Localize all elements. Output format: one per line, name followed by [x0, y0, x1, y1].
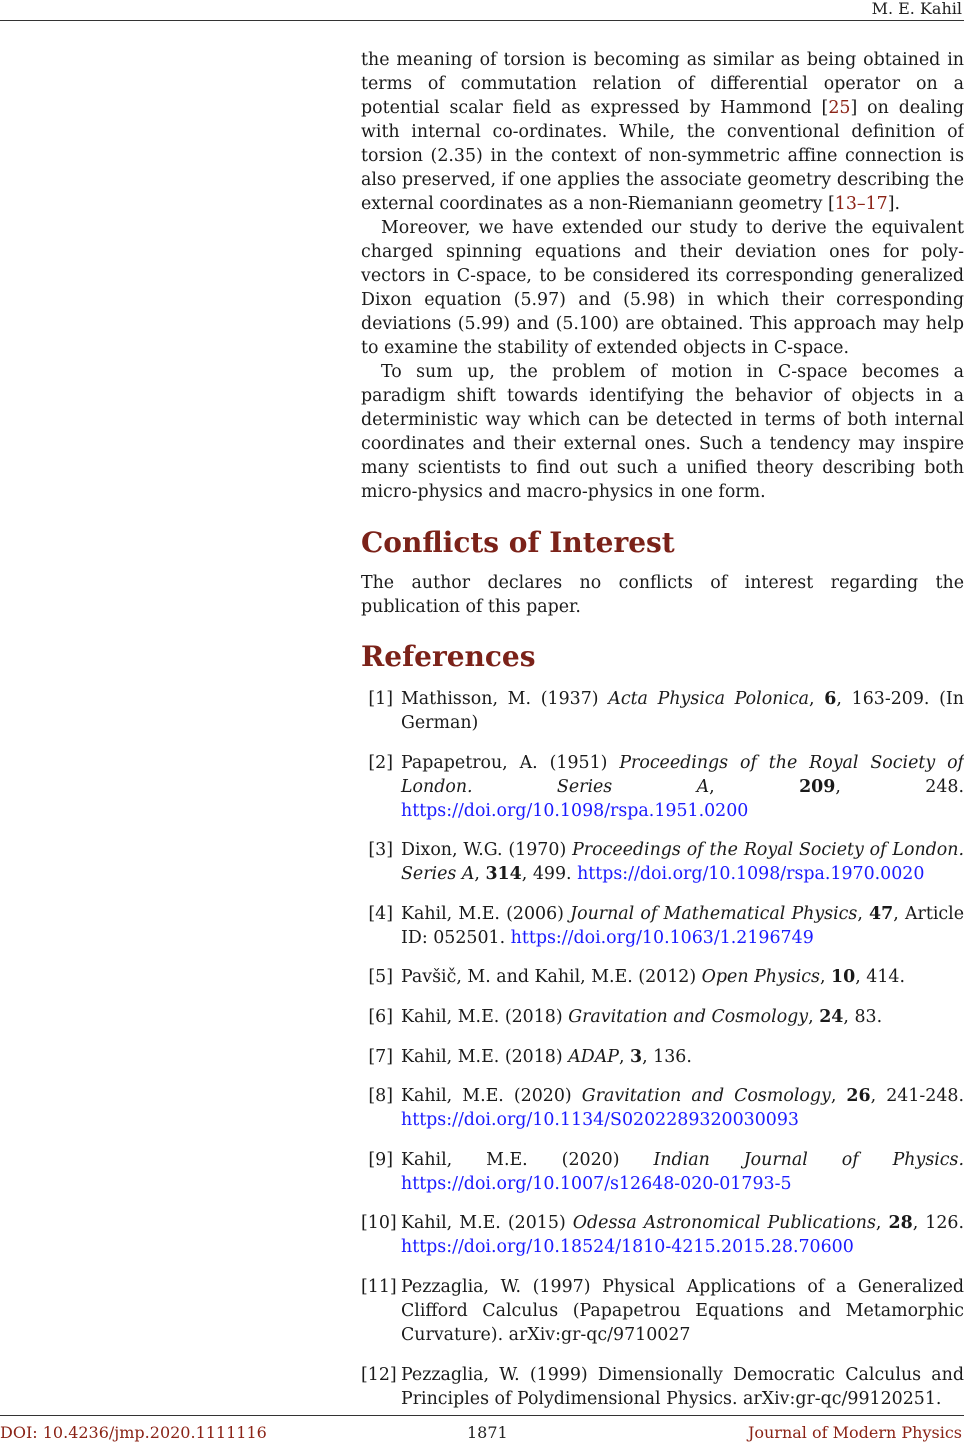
reference-text	[401, 1045, 964, 1069]
citation-link[interactable]: 13–17	[834, 194, 888, 214]
reference-volume: 24	[819, 1006, 844, 1027]
reference-text	[401, 751, 964, 823]
paragraph-sum-up: To sum up, the problem of motion in C-space becomes a paradigm shift towards identifying the behavior of objects in a deterministic way which can be detected in terms of both internal coordinates and their external ones. Such a tendency may inspire many scientists to find out such a unified theory describing both micro-physics and macro-physics in one form.	[361, 362, 964, 502]
reference-text	[401, 1275, 964, 1347]
reference-journal: ADAP	[568, 1046, 619, 1067]
reference-text-part: Kahil, M.E. (2018)	[401, 1006, 569, 1027]
reference-doi-link[interactable]: https://doi.org/10.1134/S0202289320030093	[401, 1110, 799, 1131]
reference-number: [11]	[361, 1276, 397, 1297]
reference-volume: 10	[831, 967, 856, 988]
reference-text-part: , Article ID: 052501.	[401, 903, 964, 948]
page-footer	[0, 1415, 964, 1446]
reference-journal: Proceedings of the Royal Society of London. Series A	[401, 840, 964, 885]
reference-text-part: Papapetrou, A. (1951)	[401, 752, 620, 773]
reference-journal: Proceedings of the Royal Society of London. Series A	[401, 752, 964, 797]
page-header	[0, 0, 964, 21]
reference-item	[361, 838, 964, 886]
reference-text-part: ,	[709, 776, 800, 797]
reference-volume: 3	[630, 1046, 643, 1067]
reference-item	[361, 1148, 964, 1196]
reference-number: [7]	[368, 1046, 393, 1067]
reference-doi-link[interactable]: https://doi.org/10.18524/1810-4215.2015.28.70600	[401, 1237, 854, 1258]
main-column	[361, 48, 964, 1426]
reference-number: [9]	[368, 1149, 393, 1170]
reference-item	[361, 1363, 964, 1411]
conflicts-text: The author declares no conflicts of interest regarding the publication of this paper.	[361, 573, 964, 617]
reference-text-part: , 248.	[835, 776, 964, 797]
reference-text-part: , 414.	[855, 967, 906, 988]
reference-journal: Acta Physica Polonica	[608, 689, 810, 709]
reference-number: [10]	[361, 1213, 397, 1234]
reference-text	[401, 902, 964, 950]
paragraph-extended-study: Moreover, we have extended our study to derive the equivalent charged spinning equations and their deviation ones for poly-vectors in C-space, to be considered its corresponding generalized Dixon equation (5.97) and (5.98) in which their corresponding deviations (5.99) and (5.100) are obtained. This approach may help to examine the stability of extended objects in C-space.	[361, 218, 964, 358]
reference-text-part: Pavšič, M. and Kahil, M.E. (2012)	[401, 967, 702, 988]
reference-text	[401, 1363, 964, 1411]
reference-text-part: , 126.	[912, 1213, 964, 1234]
running-head-author: M. E. Kahil	[871, 0, 962, 18]
reference-number: [2]	[368, 752, 393, 773]
reference-text-part: Pezzaglia, W. (1999) Dimensionally Democratic Calculus and Principles of Polydimensional Physics. arXiv:gr-qc/99120251.	[401, 1364, 964, 1409]
reference-item	[361, 1211, 964, 1259]
reference-text-part: ,	[857, 903, 870, 924]
reference-text-part: Pezzaglia, W. (1997) Physical Applications of a Generalized Clifford Calculus (Papapetrou Equations and Metamorphic Curvature). arXiv:gr-qc/9710027	[401, 1276, 964, 1345]
reference-volume: 26	[846, 1086, 871, 1107]
reference-text	[401, 1148, 964, 1196]
reference-item	[361, 1005, 964, 1029]
reference-text-part: Kahil, M.E. (2006)	[401, 903, 571, 924]
citation-link[interactable]: 25	[828, 98, 851, 118]
reference-journal: Gravitation and Cosmology	[568, 1006, 809, 1027]
reference-doi-link[interactable]: https://doi.org/10.1098/rspa.1970.0020	[577, 864, 925, 885]
reference-text-part: ,	[808, 1006, 820, 1027]
reference-number: [5]	[368, 967, 393, 988]
reference-text-part: Kahil, M.E. (2015)	[401, 1213, 573, 1234]
reference-text-part: , 136.	[642, 1046, 692, 1067]
reference-text-part: , 163-209. (In German)	[401, 689, 964, 733]
reference-text-part: Dixon, W.G. (1970)	[401, 840, 573, 861]
reference-journal: Open Physics	[701, 967, 820, 988]
reference-text-part: , 499.	[521, 864, 578, 885]
reference-text	[401, 1005, 964, 1029]
reference-item	[361, 687, 964, 735]
reference-text	[401, 687, 964, 735]
reference-text-part: , 241-248.	[870, 1086, 964, 1107]
reference-text-part: ,	[830, 1086, 847, 1107]
reference-text-part: ,	[809, 689, 825, 709]
reference-text-part: ,	[618, 1046, 631, 1067]
reference-number: [6]	[368, 1006, 393, 1027]
reference-text-part: , 83.	[843, 1006, 883, 1027]
reference-number: [8]	[368, 1086, 393, 1107]
reference-volume: 28	[888, 1213, 913, 1234]
reference-number: [4]	[368, 903, 393, 924]
page-number: 1871	[467, 1423, 508, 1442]
reference-volume: 6	[824, 689, 837, 709]
reference-doi-link[interactable]: https://doi.org/10.1007/s12648-020-01793-5	[401, 1173, 792, 1194]
reference-doi-link[interactable]: https://doi.org/10.1098/rspa.1951.0200	[401, 800, 749, 821]
reference-text	[401, 1211, 964, 1259]
reference-volume: 47	[869, 903, 894, 924]
footer-journal[interactable]: Journal of Modern Physics	[747, 1423, 962, 1442]
reference-text-part: Kahil, M.E. (2018)	[401, 1046, 569, 1067]
reference-item	[361, 1275, 964, 1347]
reference-text-part: ,	[875, 1213, 889, 1234]
reference-item	[361, 1084, 964, 1132]
reference-text-part: ,	[474, 864, 486, 885]
reference-text-part: Mathisson, M. (1937)	[401, 689, 609, 709]
reference-item	[361, 751, 964, 823]
reference-journal: Indian Journal of Physics.	[653, 1149, 964, 1170]
reference-number: [12]	[361, 1364, 397, 1385]
reference-text-part: Kahil, M.E. (2020)	[401, 1149, 654, 1170]
reference-volume: 209	[799, 776, 836, 797]
footer-doi[interactable]: DOI: 10.4236/jmp.2020.1111116	[0, 1423, 267, 1442]
reference-text-part: ,	[819, 967, 832, 988]
reference-number: [3]	[368, 840, 393, 861]
reference-list	[361, 687, 964, 1411]
reference-item	[361, 965, 964, 989]
reference-text	[401, 838, 964, 886]
paragraph-torsion: the meaning of torsion is becoming as similar as being obtained in terms of commutation relation of differential operator on a potential scalar field as expressed by Hammond [25] on dealing with internal co-ordinates. While, the conventional definition of torsion (2.35) in the context of non-symmetric affine connection is also preserved, if one applies the associate geometry describing the external coordinates as a non-Riemaniann geometry [13–17].	[361, 50, 964, 214]
conflicts-heading: Conflicts of Interest	[361, 526, 675, 559]
reference-item	[361, 1045, 964, 1069]
reference-journal: Journal of Mathematical Physics	[570, 903, 858, 924]
reference-item	[361, 902, 964, 950]
reference-journal: Gravitation and Cosmology	[581, 1086, 831, 1107]
reference-volume: 314	[485, 864, 522, 885]
reference-number: [1]	[368, 689, 393, 709]
reference-text-part: Kahil, M.E. (2020)	[401, 1086, 582, 1107]
reference-journal: Odessa Astronomical Publications	[572, 1213, 876, 1234]
reference-text	[401, 965, 964, 989]
references-heading: References	[361, 640, 536, 673]
reference-doi-link[interactable]: https://doi.org/10.1063/1.2196749	[510, 927, 814, 948]
reference-text	[401, 1084, 964, 1132]
